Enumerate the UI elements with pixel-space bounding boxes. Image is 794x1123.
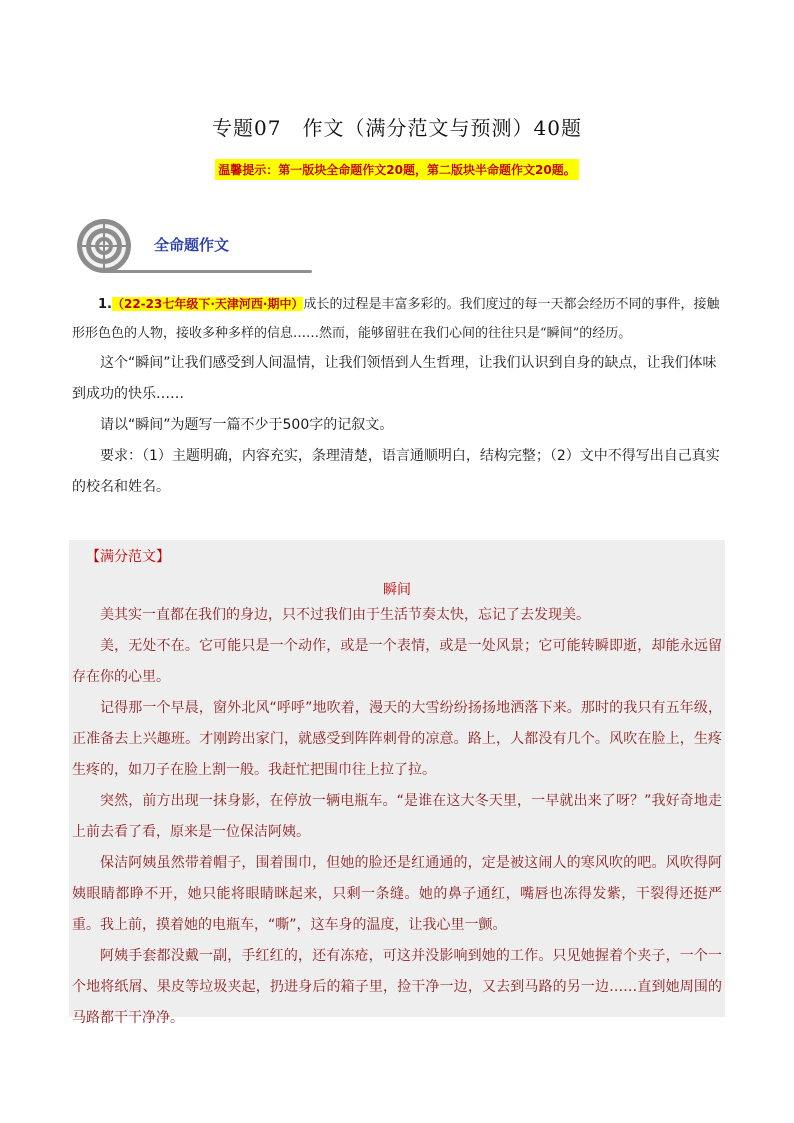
section-header [76, 218, 246, 274]
essay-body [72, 600, 722, 1034]
question-lead [72, 290, 726, 348]
page-title: 专题07 作文（满分范文与预测）40题 [212, 116, 582, 140]
tip-row [0, 159, 794, 180]
question-block [72, 290, 726, 503]
essay-paragraph: 阿姨手套都没戴一副，手红红的，还有冻疮，可这并没影响到她的工作。只见她握着个夹子，一个一个地将纸屑、果皮等垃圾夹起，扔进身后的箱子里，捡干净一边，又去到马路的另一边……直到她周围的马路都干干净净。 [72, 948, 722, 1026]
essay-paragraph: 美其实一直都在我们的身边，只不过我们由于生活节奏太快，忘记了去发现美。 [100, 607, 590, 623]
essay-paragraph: 保洁阿姨虽然带着帽子，围着围巾，但她的脸还是红通通的，定是被这闹人的寒风吹的吧。风吹得阿姨眼睛都睁不开，她只能将眼睛眯起来，只剩一条缝。她的鼻子通红，嘴唇也冻得发紫，干裂得还挺严重。我上前，摸着她的电瓶车，“嘶”，这车身的温度，让我心里一颤。 [72, 855, 722, 933]
essay-paragraph: 美，无处不在。它可能只是一个动作，或是一个表情，或是一处风景；它可能转瞬即逝，却能永远留存在你的心里。 [72, 638, 722, 685]
question-paragraph: 请以“瞬间”为题写一篇不少于500字的记叙文。 [100, 417, 394, 433]
section-underline [106, 270, 312, 273]
question-lead-text: 成长的过程是丰富多彩的。我们度过的每一天都会经历不同的事件，接触形形色色的人物，接收多种多样的信息……然而，能够留驻在我们心间的往往只是“瞬间”的经历。 [72, 297, 720, 341]
section-label: 全命题作文 [154, 236, 230, 254]
question-paragraph: 这个“瞬间”让我们感受到人间温情，让我们领悟到人生哲理，让我们认识到自身的缺点，让我们体味到成功的快乐…… [72, 355, 717, 402]
essay-paragraph: 突然，前方出现一抹身影，在停放一辆电瓶车。“是谁在这大冬天里，一早就出来了呀？”我好奇地走上前去看了看，原来是一位保洁阿姨。 [72, 793, 722, 840]
essay-paragraph: 记得那一个早晨，窗外北风“呼呼”地吹着，漫天的大雪纷纷扬扬地洒落下来。那时的我只有五年级，正准备去上兴趣班。才刚跨出家门，就感受到阵阵刺骨的凉意。路上，人都没有几个。风吹在脸上，生疼生疼的，如刀子在脸上割一般。我赶忙把围巾往上拉了拉。 [72, 700, 722, 778]
essay-tag: 【满分范文】 [86, 549, 170, 565]
question-paragraph: 要求：（1）主题明确，内容充实，条理清楚，语言通顺明白，结构完整；（2）文中不得写出自己真实的校名和姓名。 [72, 448, 720, 495]
target-icon [76, 218, 132, 274]
essay-title: 瞬间 [383, 582, 411, 598]
tip-banner: 温馨提示：第一版块全命题作文20题，第二版块半命题作文20题。 [215, 159, 578, 180]
model-essay-box [69, 540, 725, 1026]
question-number: 1. [98, 297, 112, 312]
question-source: （22-23七年级下·天津河西·期中） [111, 297, 304, 311]
